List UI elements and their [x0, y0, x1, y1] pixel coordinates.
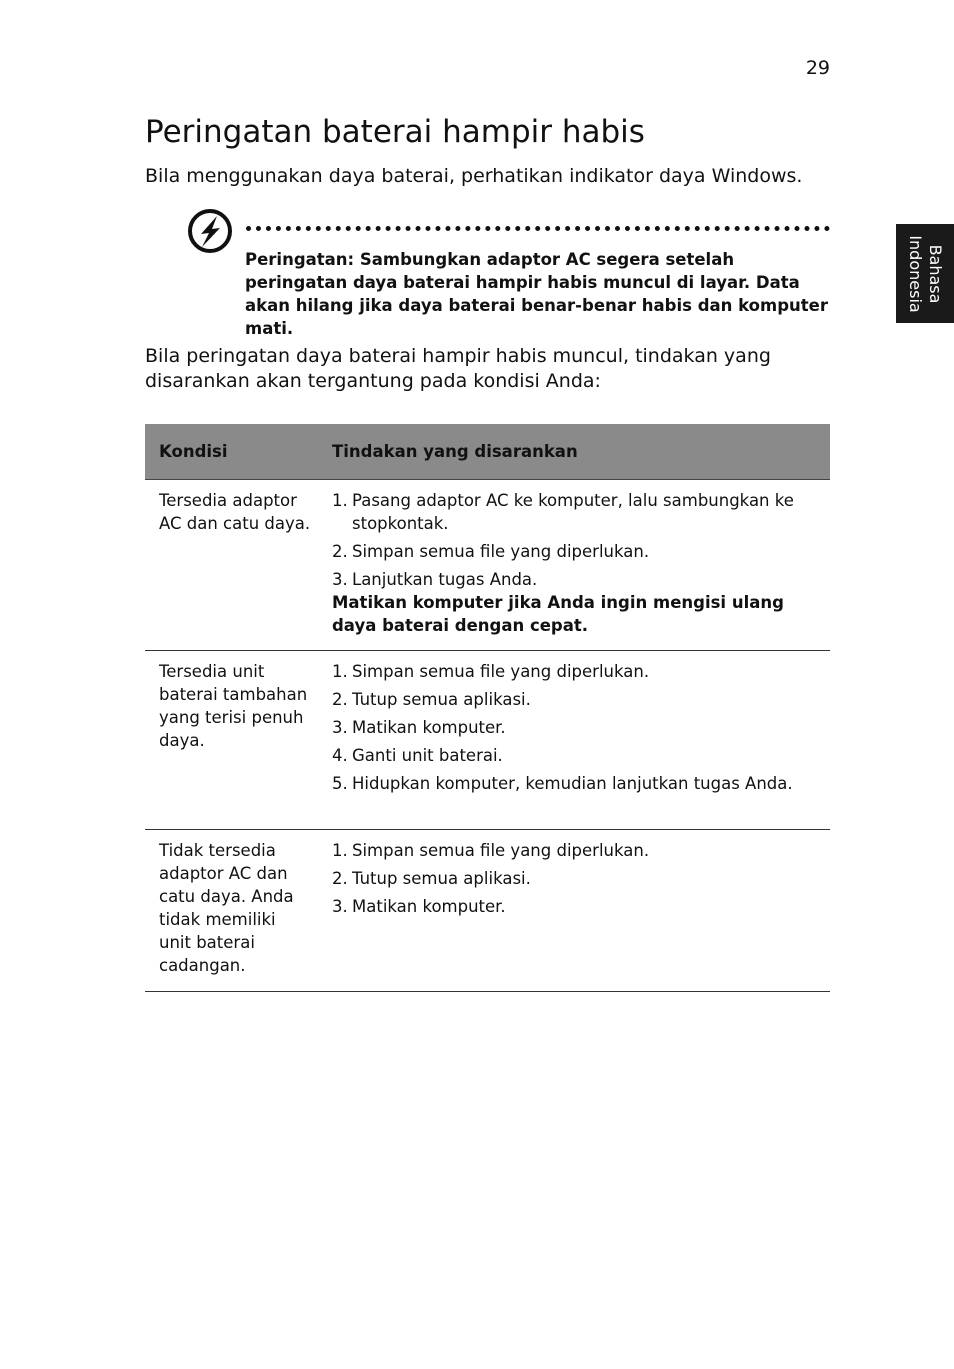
- page-title: Peringatan baterai hampir habis: [145, 114, 645, 150]
- step-text: Pasang adaptor AC ke komputer, lalu sambungkan ke stopkontak.: [352, 491, 794, 533]
- row-actions: [332, 489, 830, 650]
- intro-paragraph: Bila menggunakan daya baterai, perhatikan indikator daya Windows.: [145, 165, 803, 187]
- language-side-tab-line2: Indonesia: [906, 234, 925, 313]
- table-row: [145, 480, 830, 651]
- warning-dotted-rule: [246, 226, 830, 237]
- step-text: Tutup semua aplikasi.: [352, 690, 531, 709]
- step-text: Matikan komputer.: [352, 718, 506, 737]
- step-number: 5.: [332, 774, 348, 793]
- row-actions: [332, 660, 830, 829]
- step-text: Tutup semua aplikasi.: [352, 869, 531, 888]
- language-side-tab-label: [905, 235, 945, 312]
- step-item: [332, 867, 830, 890]
- step-text: Lanjutkan tugas Anda.: [352, 570, 538, 589]
- header-action: Tindakan yang disarankan: [332, 442, 578, 461]
- step-number: 1.: [332, 662, 348, 681]
- step-text: Simpan semua file yang diperlukan.: [352, 662, 650, 681]
- table-row: [145, 651, 830, 830]
- row-condition: Tersedia adaptor AC dan catu daya.: [159, 491, 311, 533]
- step-item: [332, 839, 830, 862]
- header-condition: Kondisi: [159, 442, 228, 461]
- step-number: 1.: [332, 841, 348, 860]
- step-item: [332, 568, 830, 591]
- step-text: Hidupkan komputer, kemudian lanjutkan tugas Anda.: [352, 774, 793, 793]
- step-item: [332, 772, 830, 795]
- step-text: Matikan komputer.: [352, 897, 506, 916]
- step-item: [332, 489, 830, 535]
- step-number: 1.: [332, 491, 348, 510]
- step-number: 2.: [332, 690, 348, 709]
- lightning-warning-icon: [187, 208, 233, 254]
- step-number: 3.: [332, 897, 348, 916]
- table-row: [145, 830, 830, 992]
- step-number: 3.: [332, 570, 348, 589]
- warning-text: Peringatan: Sambungkan adaptor AC segera setelah peringatan daya baterai hampir habis muncul di layar. Data akan hilang jika daya baterai benar-benar habis dan komputer mati.: [245, 250, 828, 338]
- step-item: [332, 744, 830, 767]
- step-item: [332, 660, 830, 683]
- step-number: 3.: [332, 718, 348, 737]
- row-condition: Tersedia unit baterai tambahan yang terisi penuh daya.: [159, 662, 308, 750]
- page-number: 29: [805, 57, 830, 79]
- row-actions: [332, 839, 830, 991]
- recommendation-table: [145, 424, 830, 992]
- step-number: 2.: [332, 869, 348, 888]
- step-item: [332, 688, 830, 711]
- step-number: 2.: [332, 542, 348, 561]
- table-header: [145, 424, 830, 480]
- step-text: Simpan semua file yang diperlukan.: [352, 841, 650, 860]
- step-number: 4.: [332, 746, 348, 765]
- step-item: [332, 895, 830, 918]
- step-text: Ganti unit baterai.: [352, 746, 503, 765]
- language-side-tab: [896, 224, 954, 323]
- row-note: Matikan komputer jika Anda ingin mengisi ulang daya baterai dengan cepat.: [332, 593, 784, 635]
- language-side-tab-line1: Bahasa: [926, 244, 945, 303]
- row-condition: Tidak tersedia adaptor AC dan catu daya. Anda tidak memiliki unit baterai cadangan.: [159, 841, 294, 975]
- step-item: [332, 540, 830, 563]
- lead-paragraph: Bila peringatan daya baterai hampir habis muncul, tindakan yang disarankan akan tergantung pada kondisi Anda:: [145, 345, 771, 392]
- step-item: [332, 716, 830, 739]
- step-text: Simpan semua file yang diperlukan.: [352, 542, 650, 561]
